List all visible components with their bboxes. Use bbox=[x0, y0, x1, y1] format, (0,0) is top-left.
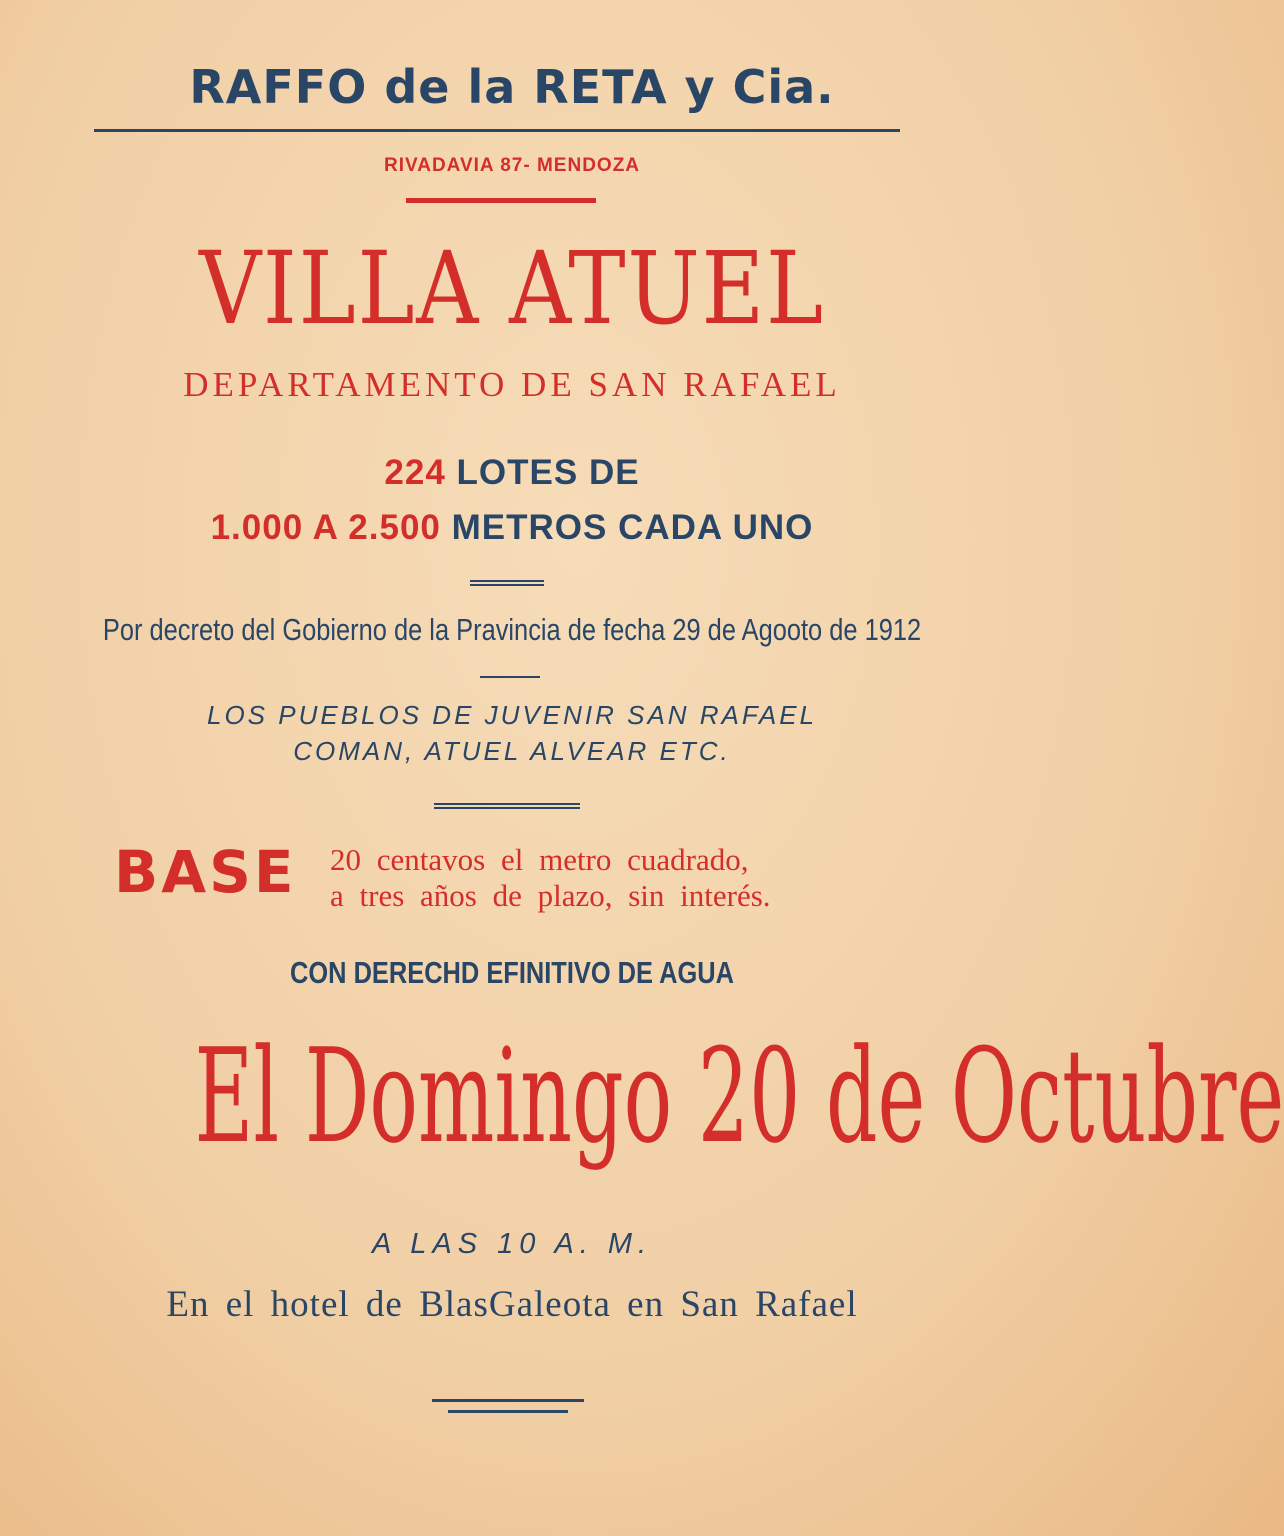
lots-line-1 bbox=[0, 453, 1024, 493]
decree-text: Por decreto del Gobierno de la Pravincia de fecha 29 de Agooto de 1912 bbox=[102, 612, 922, 647]
lots-size-range: 1.000 A 2.500 bbox=[210, 508, 441, 547]
poster-subtitle: DEPARTAMENTO DE SAN RAFAEL bbox=[183, 365, 841, 404]
poster-title: VILLA ATUEL bbox=[199, 230, 825, 347]
towns-line-2: COMAN, ATUEL ALVEAR ETC. bbox=[293, 736, 731, 766]
bottom-divider bbox=[432, 1399, 584, 1402]
event-venue: En el hotel de BlasGaleota en San Rafael bbox=[166, 1284, 858, 1325]
towns-line-1: LOS PUEBLOS DE JUVENIR SAN RAFAEL bbox=[207, 700, 817, 730]
lots-label: LOTES DE bbox=[456, 453, 640, 492]
water-rights-text: CON DERECHD EFINITIVO DE AGUA bbox=[290, 955, 734, 990]
double-divider bbox=[434, 803, 580, 809]
base-label: BASE bbox=[114, 838, 297, 906]
company-underline bbox=[94, 129, 900, 132]
base-terms-line-2: a tres años de plazo, sin interés. bbox=[330, 878, 771, 913]
bottom-divider-short bbox=[448, 1410, 568, 1413]
event-date: El Domingo 20 de Octubre bbox=[194, 1020, 1284, 1172]
red-divider bbox=[406, 198, 596, 203]
base-terms-line-1: 20 centavos el metro cuadrado, bbox=[330, 842, 749, 877]
lots-size-label: METROS CADA UNO bbox=[451, 508, 814, 547]
single-divider bbox=[480, 676, 540, 678]
company-address: RIVADAVIA 87- MENDOZA bbox=[383, 155, 641, 176]
event-time: A LAS 10 A. M. bbox=[371, 1228, 653, 1260]
lots-line-2 bbox=[0, 508, 1024, 548]
company-name: RAFFO de la RETA y Cia. bbox=[189, 60, 835, 114]
lots-count: 224 bbox=[384, 453, 446, 492]
double-divider bbox=[470, 580, 544, 586]
